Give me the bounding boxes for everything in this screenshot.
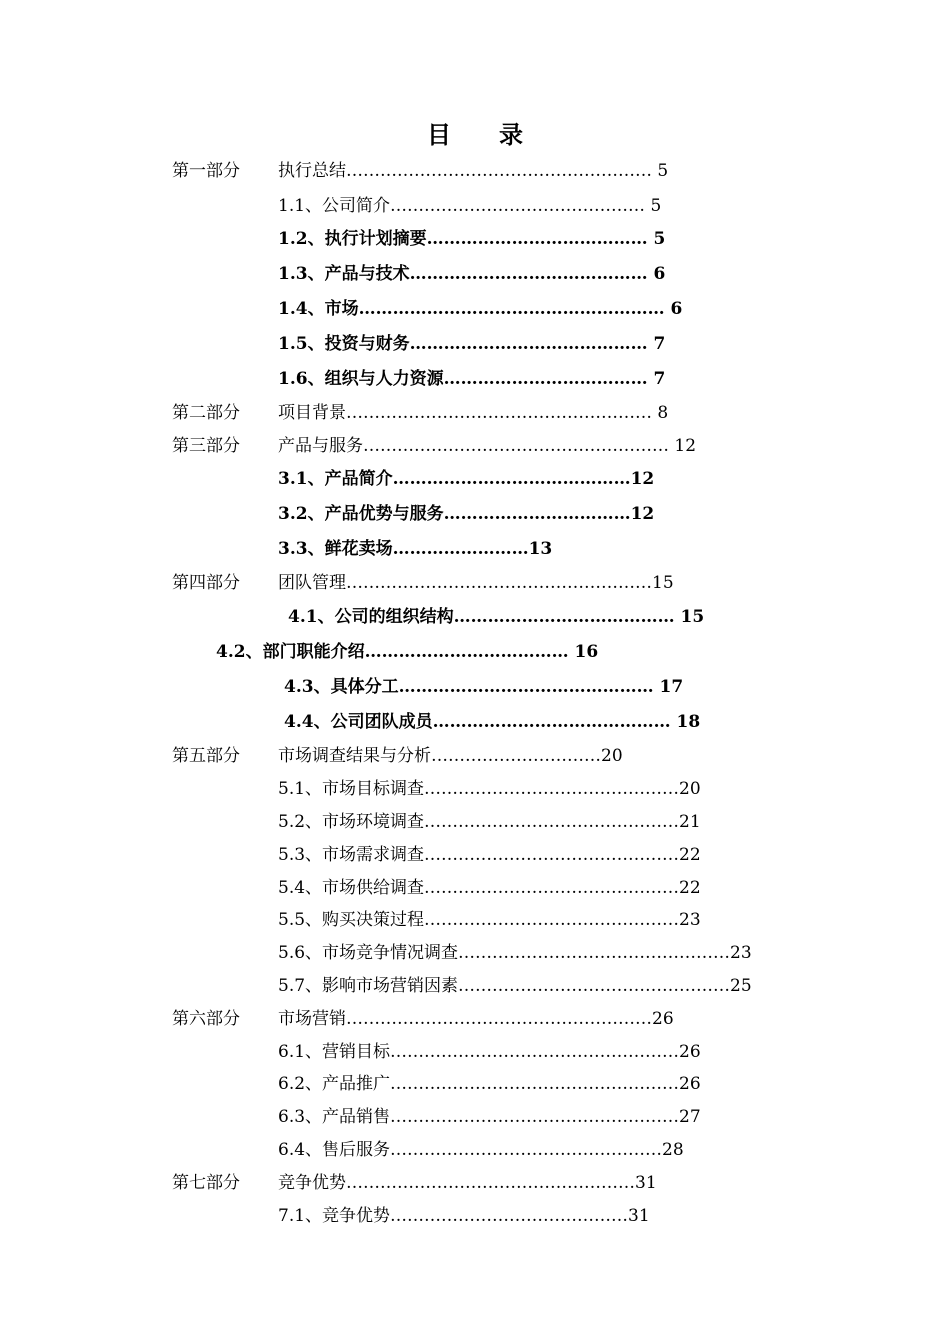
toc-entry[interactable] [0,570,950,596]
toc-entry[interactable] [0,1071,950,1097]
toc-entry-text: 5.2、市场环境调查………………………………………21 [278,812,701,832]
toc-entry-text: 产品与服务……………………………………………… 12 [278,436,697,456]
toc-entry[interactable] [0,973,950,999]
toc-entry-text: 4.1、公司的组织结构………………………………… 15 [288,607,705,627]
toc-entry[interactable] [0,466,950,492]
toc-entry[interactable] [0,1170,950,1196]
toc-entry[interactable] [0,604,950,630]
toc-entry-text: 项目背景……………………………………………… 8 [278,403,669,423]
toc-entry-text: 4.3、具体分工……………………………………… 17 [284,677,684,697]
toc-entry-text: 4.2、部门职能介绍……………………………… 16 [216,642,599,662]
toc-entry[interactable] [0,709,950,735]
toc-entry[interactable] [0,639,950,665]
toc-entry-text: 6.2、产品推广……………………………………………26 [278,1074,701,1094]
page-title [0,115,950,150]
toc-entry-text: 4.4、公司团队成员…………………………………… 18 [284,712,701,732]
toc-part-label: 第五部分 [172,746,240,766]
toc-entry[interactable] [0,1039,950,1065]
toc-entry[interactable] [0,366,950,392]
toc-entry-text: 6.1、营销目标……………………………………………26 [278,1042,701,1062]
toc-entry[interactable] [0,743,950,769]
title-char-2: 录 [499,121,523,149]
toc-entry[interactable] [0,674,950,700]
toc-entry[interactable] [0,1104,950,1130]
toc-entry-text: 3.2、产品优势与服务……………………………12 [278,504,655,524]
toc-entry-text: 竞争优势……………………………………………31 [278,1173,657,1193]
toc-part-label: 第二部分 [172,403,240,423]
toc-entry[interactable] [0,1203,950,1229]
toc-entry-text: 5.3、市场需求调查………………………………………22 [278,845,701,865]
toc-entry[interactable] [0,158,950,184]
toc-entry-text: 5.6、市场竞争情况调查…………………………………………23 [278,943,752,963]
toc-part-label: 第七部分 [172,1173,240,1193]
toc-entry[interactable] [0,331,950,357]
toc-entry-text: 1.1、公司简介……………………………………… 5 [278,196,662,216]
toc-entry-text: 市场调查结果与分析…………………………20 [278,746,623,766]
toc-entry-text: 1.4、市场……………………………………………… 6 [278,299,683,319]
toc-entry-text: 1.6、组织与人力资源……………………………… 7 [278,369,666,389]
toc-entry[interactable] [0,842,950,868]
toc-entry-text: 1.3、产品与技术…………………………………… 6 [278,264,666,284]
toc-entry-text: 执行总结……………………………………………… 5 [278,161,669,181]
toc-entry[interactable] [0,501,950,527]
toc-entry[interactable] [0,433,950,459]
toc-entry[interactable] [0,940,950,966]
toc-entry-text: 6.3、产品销售……………………………………………27 [278,1107,701,1127]
toc-entry[interactable] [0,536,950,562]
toc-entry-text: 3.1、产品简介……………………………………12 [278,469,655,489]
toc-entry-text: 1.5、投资与财务…………………………………… 7 [278,334,666,354]
toc-entry[interactable] [0,193,950,219]
toc-part-label: 第一部分 [172,161,240,181]
toc-entry-text: 市场营销………………………………………………26 [278,1009,674,1029]
toc-entry-text: 5.5、购买决策过程………………………………………23 [278,910,701,930]
toc-entry-text: 团队管理………………………………………………15 [278,573,674,593]
toc-entry[interactable] [0,1006,950,1032]
toc-entry-text: 5.7、影响市场营销因素…………………………………………25 [278,976,752,996]
toc-entry[interactable] [0,226,950,252]
toc-entry[interactable] [0,907,950,933]
toc-entry-text: 6.4、售后服务…………………………………………28 [278,1140,684,1160]
toc-entry[interactable] [0,875,950,901]
toc-entry[interactable] [0,809,950,835]
toc-entry[interactable] [0,1137,950,1163]
toc-part-label: 第六部分 [172,1009,240,1029]
toc-entry-text: 7.1、竞争优势……………………………………31 [278,1206,650,1226]
toc-entry[interactable] [0,776,950,802]
toc-part-label: 第三部分 [172,436,240,456]
toc-entry[interactable] [0,400,950,426]
toc-entry-text: 5.1、市场目标调查………………………………………20 [278,779,701,799]
toc-entry[interactable] [0,296,950,322]
toc-entry-text: 5.4、市场供给调查………………………………………22 [278,878,701,898]
toc-part-label: 第四部分 [172,573,240,593]
title-char-1: 目 [427,121,451,149]
toc-entry-text: 3.3、鲜花卖场……………………13 [278,539,553,559]
toc-entry[interactable] [0,261,950,287]
toc-entry-text: 1.2、执行计划摘要………………………………… 5 [278,229,666,249]
